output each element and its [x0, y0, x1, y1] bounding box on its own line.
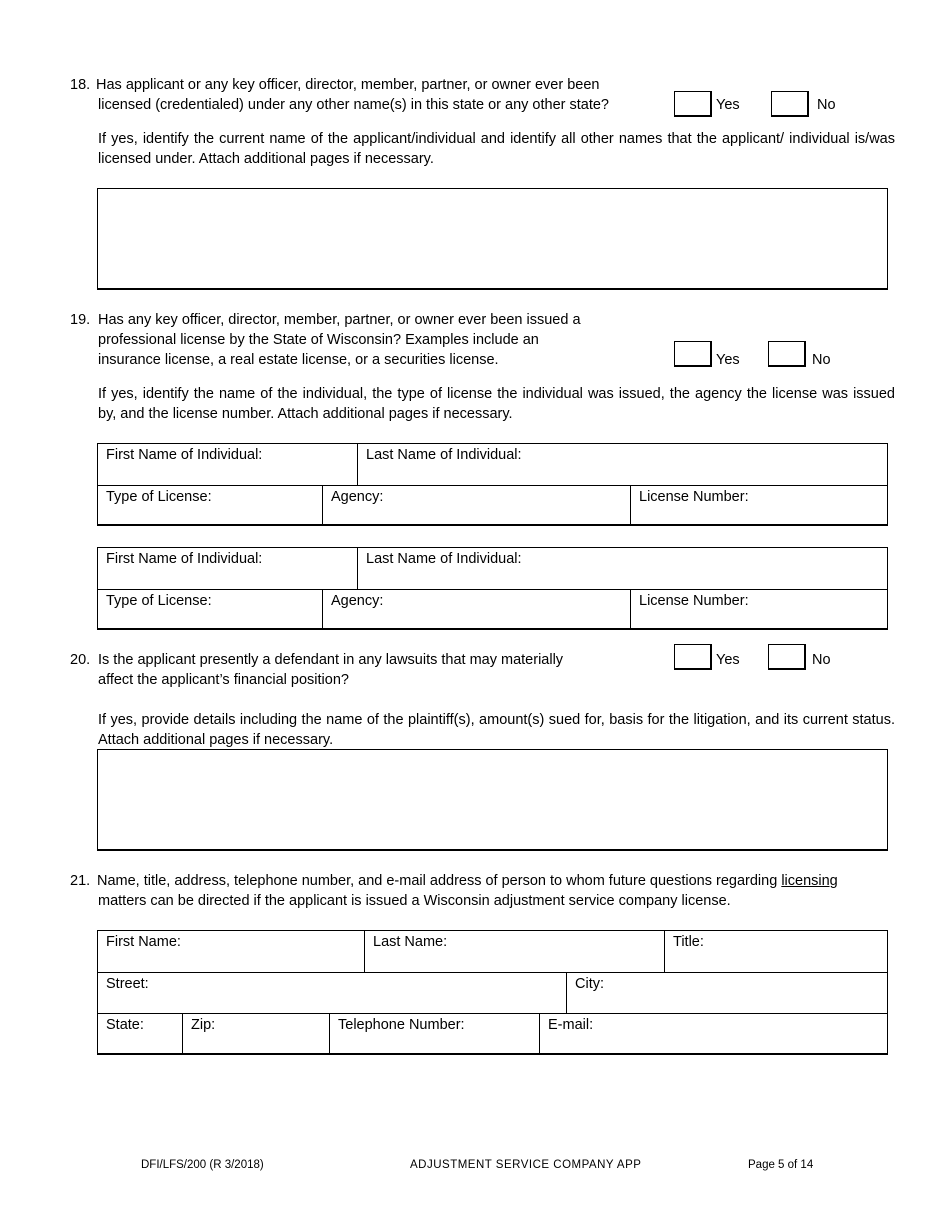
contact-street-field[interactable] — [98, 973, 566, 1013]
license-type-label: Type of License: — [106, 489, 212, 505]
license-number-field[interactable] — [630, 486, 887, 524]
first-name-field[interactable] — [98, 548, 357, 589]
table-row — [98, 1013, 887, 1053]
contact-email-field[interactable] — [539, 1014, 887, 1053]
contact-last-name-label: Last Name: — [373, 934, 448, 950]
last-name-label: Last Name of Individual: — [366, 551, 522, 567]
contact-title-field[interactable] — [664, 931, 887, 972]
q21-text-line1-main: Name, title, address, telephone number, and e-mail address of person to whom future questions regarding — [97, 873, 782, 889]
q21-text-line1-underlined: licensing — [781, 873, 838, 889]
contact-last-name-field[interactable] — [364, 931, 664, 972]
contact-zip-label: Zip: — [191, 1017, 216, 1033]
q18-no-checkbox[interactable] — [771, 91, 809, 117]
footer-form-title: ADJUSTMENT SERVICE COMPANY APP — [410, 1159, 642, 1171]
agency-label: Agency: — [331, 593, 384, 609]
contact-telephone-label: Telephone Number: — [338, 1017, 465, 1033]
q21-text-line1 — [97, 871, 838, 891]
first-name-label: First Name of Individual: — [106, 551, 263, 567]
agency-label: Agency: — [331, 489, 384, 505]
contact-state-field[interactable] — [98, 1014, 182, 1053]
q19-text-line3: insurance license, a real estate license, or a securities license. — [98, 352, 499, 368]
q19-license-table-1 — [97, 443, 888, 526]
q19-no-checkbox[interactable] — [768, 341, 806, 367]
table-row — [98, 972, 887, 1013]
q20-text-line2: affect the applicant’s financial position? — [98, 672, 349, 688]
last-name-label: Last Name of Individual: — [366, 447, 522, 463]
table-row — [98, 444, 887, 485]
contact-street-label: Street: — [106, 976, 149, 992]
contact-zip-field[interactable] — [182, 1014, 329, 1053]
contact-first-name-label: First Name: — [106, 934, 181, 950]
table-row — [98, 548, 887, 589]
contact-city-field[interactable] — [566, 973, 887, 1013]
q20-instruction: If yes, provide details including the name of the plaintiff(s), amount(s) sued for, basis for the litigation, and its current status. Attach additional pages if necessary. — [98, 712, 895, 748]
q18-yes-checkbox[interactable] — [674, 91, 712, 117]
table-row — [98, 931, 887, 972]
q21-number: 21. — [70, 873, 91, 889]
q20-number: 20. — [70, 652, 91, 668]
q21-text-line2: matters can be directed if the applicant is issued a Wisconsin adjustment service company license. — [98, 893, 731, 909]
footer-form-id: DFI/LFS/200 (R 3/2018) — [141, 1159, 264, 1171]
footer-page-number: Page 5 of 14 — [748, 1159, 814, 1171]
q20-yes-label: Yes — [716, 652, 740, 668]
q19-no-label: No — [812, 352, 831, 368]
q18-no-label: No — [817, 97, 836, 113]
q20-answer-box[interactable] — [97, 749, 888, 851]
q21-contact-table — [97, 930, 888, 1055]
q18-instruction: If yes, identify the current name of the applicant/individual and identify all other names that the applicant/ individual is/was licensed under. Attach additional pages if necessary. — [98, 131, 895, 167]
contact-email-label: E-mail: — [548, 1017, 594, 1033]
last-name-field[interactable] — [357, 548, 887, 589]
contact-city-label: City: — [575, 976, 604, 992]
q19-license-table-2 — [97, 547, 888, 630]
q20-no-checkbox[interactable] — [768, 644, 806, 670]
agency-field[interactable] — [322, 486, 630, 524]
q18-answer-box[interactable] — [97, 188, 888, 290]
q19-number: 19. — [70, 312, 91, 328]
q19-text-line1: Has any key officer, director, member, partner, or owner ever been issued a — [98, 312, 581, 328]
contact-title-label: Title: — [673, 934, 704, 950]
contact-telephone-field[interactable] — [329, 1014, 539, 1053]
table-row — [98, 589, 887, 628]
license-number-label: License Number: — [639, 593, 749, 609]
last-name-field[interactable] — [357, 444, 887, 485]
q20-yes-checkbox[interactable] — [674, 644, 712, 670]
q18-text-line1: Has applicant or any key officer, director, member, partner, or owner ever been — [96, 77, 600, 93]
q19-yes-label: Yes — [716, 352, 740, 368]
first-name-field[interactable] — [98, 444, 357, 485]
q19-instruction: If yes, identify the name of the individual, the type of license the individual was issued, the agency the license was issued by, and the license number. Attach additional pages if necessary. — [98, 386, 895, 422]
q18-number: 18. — [70, 77, 91, 93]
license-type-label: Type of License: — [106, 593, 212, 609]
license-type-field[interactable] — [98, 590, 322, 628]
q20-no-label: No — [812, 652, 831, 668]
q20-text-line1: Is the applicant presently a defendant in any lawsuits that may materially — [98, 652, 564, 668]
agency-field[interactable] — [322, 590, 630, 628]
license-number-label: License Number: — [639, 489, 749, 505]
license-type-field[interactable] — [98, 486, 322, 524]
contact-first-name-field[interactable] — [98, 931, 364, 972]
q19-yes-checkbox[interactable] — [674, 341, 712, 367]
q18-text-line2: licensed (credentialed) under any other name(s) in this state or any other state? — [98, 97, 609, 113]
q19-text-line2: professional license by the State of Wisconsin? Examples include an — [98, 332, 539, 348]
q18-yes-label: Yes — [716, 97, 740, 113]
first-name-label: First Name of Individual: — [106, 447, 263, 463]
contact-state-label: State: — [106, 1017, 144, 1033]
table-row — [98, 485, 887, 524]
license-number-field[interactable] — [630, 590, 887, 628]
